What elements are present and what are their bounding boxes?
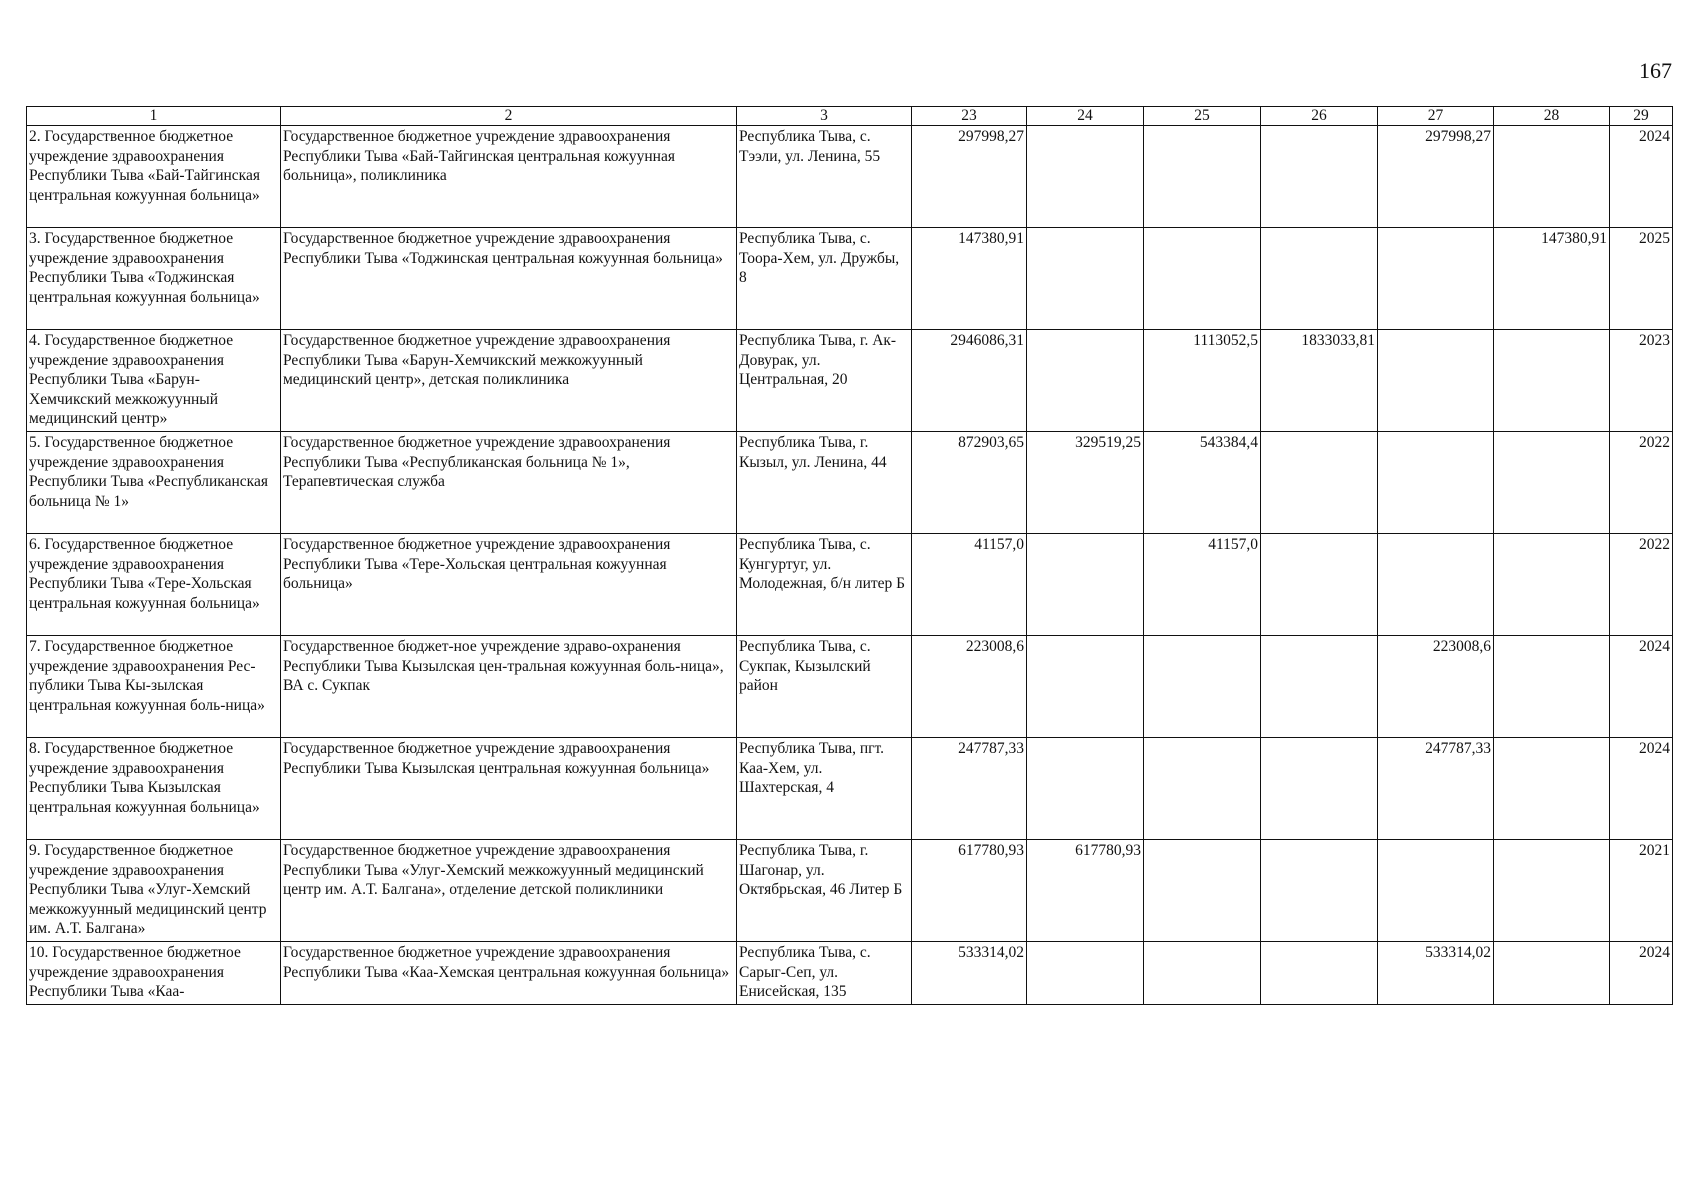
cell-col-26 [1261,942,1378,1005]
cell-col-3: Республика Тыва, пгт. Каа-Хем, ул. Шахтерская, 4 [737,738,912,840]
cell-col-24 [1027,636,1144,738]
cell-col-1: 3. Государственное бюджетное учреждение здравоохранения Республики Тыва «Тоджинская центральная кожуунная больница» [27,228,281,330]
cell-col-1: 10. Государственное бюджетное учреждение здравоохранения Республики Тыва «Каа- [27,942,281,1005]
column-header: 3 [737,107,912,126]
cell-col-23: 872903,65 [912,432,1027,534]
cell-col-24 [1027,738,1144,840]
cell-col-24 [1027,534,1144,636]
cell-col-28 [1494,432,1610,534]
cell-col-23: 297998,27 [912,126,1027,228]
cell-col-2: Государственное бюджетное учреждение здравоохранения Республики Тыва «Бай-Тайгинская центральная кожуунная больница», поликлиника [281,126,737,228]
cell-col-3: Республика Тыва, с. Кунгуртуг, ул. Молодежная, б/н литер Б [737,534,912,636]
cell-col-27 [1378,228,1494,330]
cell-col-27 [1378,534,1494,636]
table-row [27,126,1673,228]
cell-col-23: 147380,91 [912,228,1027,330]
cell-col-26 [1261,738,1378,840]
cell-col-3: Республика Тыва, г. Ак-Довурак, ул. Центральная, 20 [737,330,912,432]
table-row [27,738,1673,840]
cell-col-29: 2024 [1610,636,1673,738]
cell-col-28 [1494,534,1610,636]
column-header: 2 [281,107,737,126]
cell-col-3: Республика Тыва, г. Шагонар, ул. Октябрьская, 46 Литер Б [737,840,912,942]
cell-col-24 [1027,228,1144,330]
cell-col-28 [1494,126,1610,228]
cell-col-26 [1261,126,1378,228]
table-row [27,330,1673,432]
cell-col-29: 2024 [1610,126,1673,228]
cell-col-23: 41157,0 [912,534,1027,636]
cell-col-3: Республика Тыва, с. Тээли, ул. Ленина, 55 [737,126,912,228]
cell-col-25 [1144,840,1261,942]
cell-col-23: 223008,6 [912,636,1027,738]
cell-col-2: Государственное бюджетное учреждение здравоохранения Республики Тыва «Тере-Хольская центральная кожуунная больница» [281,534,737,636]
cell-col-26 [1261,534,1378,636]
table-row [27,228,1673,330]
cell-col-3: Республика Тыва, с. Сарыг-Сеп, ул. Енисейская, 135 [737,942,912,1005]
column-header: 25 [1144,107,1261,126]
data-table [26,106,1673,1005]
table-row [27,432,1673,534]
cell-col-25 [1144,126,1261,228]
cell-col-24: 329519,25 [1027,432,1144,534]
cell-col-3: Республика Тыва, с. Тоора-Хем, ул. Дружбы, 8 [737,228,912,330]
table-header-row [27,107,1673,126]
cell-col-2: Государственное бюджетное учреждение здравоохранения Республики Тыва «Республиканская больница № 1», Терапевтическая служба [281,432,737,534]
cell-col-29: 2022 [1610,432,1673,534]
cell-col-1: 5. Государственное бюджетное учреждение здравоохранения Республики Тыва «Республиканская больница № 1» [27,432,281,534]
cell-col-1: 9. Государственное бюджетное учреждение здравоохранения Республики Тыва «Улуг-Хемский межкожуунный медицинский центр им. А.Т. Балгана» [27,840,281,942]
table-row [27,840,1673,942]
page-number: 167 [1639,58,1672,83]
cell-col-23: 2946086,31 [912,330,1027,432]
cell-col-23: 533314,02 [912,942,1027,1005]
cell-col-28: 147380,91 [1494,228,1610,330]
cell-col-24 [1027,126,1144,228]
cell-col-26 [1261,840,1378,942]
cell-col-27: 247787,33 [1378,738,1494,840]
column-header: 24 [1027,107,1144,126]
cell-col-25 [1144,942,1261,1005]
cell-col-24 [1027,330,1144,432]
column-header: 26 [1261,107,1378,126]
cell-col-28 [1494,738,1610,840]
cell-col-26 [1261,228,1378,330]
cell-col-2: Государственное бюджетное учреждение здравоохранения Республики Тыва «Каа-Хемская центральная кожуунная больница» [281,942,737,1005]
cell-col-2: Государственное бюджетное учреждение здравоохранения Республики Тыва «Улуг-Хемский межкожуунный медицинский центр им. А.Т. Балгана», отделение детской поликлиники [281,840,737,942]
cell-col-26 [1261,636,1378,738]
cell-col-24 [1027,942,1144,1005]
cell-col-27: 297998,27 [1378,126,1494,228]
cell-col-25 [1144,228,1261,330]
cell-col-28 [1494,942,1610,1005]
cell-col-1: 7. Государственное бюджетное учреждение здравоохранения Рес-публики Тыва Кы-зылская центральная кожуунная боль-ница» [27,636,281,738]
cell-col-2: Государственное бюджетное учреждение здравоохранения Республики Тыва «Тоджинская центральная кожуунная больница» [281,228,737,330]
cell-col-23: 247787,33 [912,738,1027,840]
cell-col-23: 617780,93 [912,840,1027,942]
cell-col-27: 533314,02 [1378,942,1494,1005]
column-header: 1 [27,107,281,126]
cell-col-27: 223008,6 [1378,636,1494,738]
cell-col-27 [1378,432,1494,534]
cell-col-28 [1494,636,1610,738]
cell-col-1: 6. Государственное бюджетное учреждение здравоохранения Республики Тыва «Тере-Хольская центральная кожуунная больница» [27,534,281,636]
column-header: 28 [1494,107,1610,126]
cell-col-27 [1378,840,1494,942]
cell-col-29: 2021 [1610,840,1673,942]
cell-col-29: 2024 [1610,942,1673,1005]
column-header: 29 [1610,107,1673,126]
cell-col-26 [1261,432,1378,534]
cell-col-3: Республика Тыва, с. Сукпак, Кызылский район [737,636,912,738]
cell-col-29: 2025 [1610,228,1673,330]
cell-col-2: Государственное бюджет-ное учреждение здраво-охранения Республики Тыва Кызылская цен-тральная кожуунная боль-ница», ВА с. Сукпак [281,636,737,738]
cell-col-25 [1144,738,1261,840]
cell-col-2: Государственное бюджетное учреждение здравоохранения Республики Тыва Кызылская центральная кожуунная больница» [281,738,737,840]
cell-col-1: 4. Государственное бюджетное учреждение здравоохранения Республики Тыва «Барун-Хемчикский межкожуунный медицинский центр» [27,330,281,432]
cell-col-26: 1833033,81 [1261,330,1378,432]
cell-col-25: 41157,0 [1144,534,1261,636]
cell-col-27 [1378,330,1494,432]
table-row [27,942,1673,1005]
table-row [27,534,1673,636]
cell-col-1: 8. Государственное бюджетное учреждение здравоохранения Республики Тыва Кызылская центральная кожуунная больница» [27,738,281,840]
cell-col-28 [1494,330,1610,432]
cell-col-25 [1144,636,1261,738]
cell-col-3: Республика Тыва, г. Кызыл, ул. Ленина, 44 [737,432,912,534]
cell-col-28 [1494,840,1610,942]
table-row [27,636,1673,738]
column-header: 27 [1378,107,1494,126]
cell-col-1: 2. Государственное бюджетное учреждение здравоохранения Республики Тыва «Бай-Тайгинская центральная кожуунная больница» [27,126,281,228]
cell-col-25: 1113052,5 [1144,330,1261,432]
cell-col-25: 543384,4 [1144,432,1261,534]
cell-col-29: 2023 [1610,330,1673,432]
cell-col-29: 2022 [1610,534,1673,636]
cell-col-2: Государственное бюджетное учреждение здравоохранения Республики Тыва «Барун-Хемчикский межкожуунный медицинский центр», детская поликлиника [281,330,737,432]
cell-col-24: 617780,93 [1027,840,1144,942]
column-header: 23 [912,107,1027,126]
cell-col-29: 2024 [1610,738,1673,840]
